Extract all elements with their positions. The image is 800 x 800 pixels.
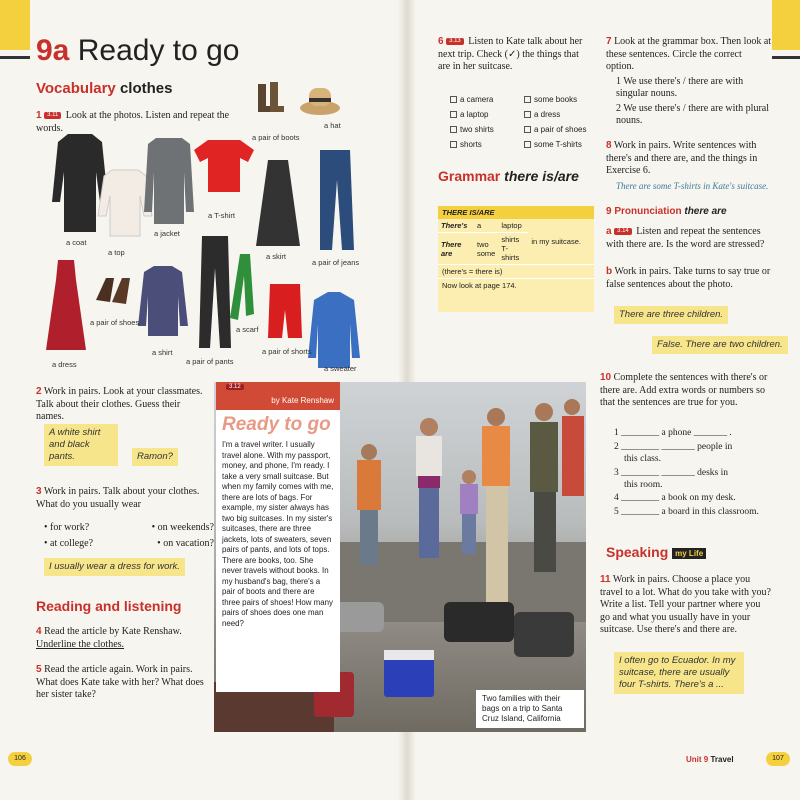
label-scarf: a scarf bbox=[236, 325, 259, 334]
ex11-text: Work in pairs. Choose a place you travel to a lot. What do you take with you? Write a list. Tell your partner where you go and what you usually have in your suitcase. Use there's and there are. bbox=[600, 574, 771, 635]
checklist bbox=[450, 92, 600, 152]
label-skirt: a skirt bbox=[266, 252, 287, 261]
top-rule-right bbox=[772, 56, 800, 59]
label-jacket: a jacket bbox=[154, 229, 180, 238]
corner-tab-left bbox=[0, 0, 30, 50]
ex7-item: 2 We use there's / there are with plural nouns. bbox=[616, 102, 769, 126]
checkbox[interactable] bbox=[524, 96, 531, 103]
checkbox[interactable] bbox=[450, 111, 457, 118]
checkbox-item[interactable]: a pair of shoes bbox=[524, 122, 586, 137]
label-coat: a coat bbox=[66, 238, 87, 247]
ex5-number: 5 bbox=[36, 664, 42, 675]
exercise-3 bbox=[36, 486, 206, 511]
checkbox-item[interactable]: a dress bbox=[524, 107, 586, 122]
ex7-text: Look at the grammar box. Then look at these sentences. Circle the correct option. bbox=[606, 36, 772, 72]
grammar-box-label: THERE IS/ARE bbox=[438, 206, 594, 219]
article-byline: by Kate Renshaw bbox=[271, 396, 334, 405]
checkbox[interactable] bbox=[524, 141, 531, 148]
label-sweater: a sweater bbox=[324, 364, 357, 373]
tshirt-image bbox=[194, 140, 254, 192]
ex7-item: 1 We use there's / there are with singular nouns. bbox=[616, 75, 744, 99]
mylife-badge: my Life bbox=[672, 548, 706, 559]
ex10-number: 10 bbox=[600, 372, 612, 383]
grammar-box bbox=[438, 206, 594, 312]
hat-image bbox=[300, 88, 340, 115]
label-shorts: a pair of shorts bbox=[262, 347, 312, 356]
ex10-lines bbox=[614, 428, 784, 519]
exercise-5 bbox=[36, 664, 206, 702]
grammar-lookup: Now look at page 174. bbox=[442, 281, 517, 290]
ex3-bullets bbox=[44, 522, 214, 550]
ex8-number: 8 bbox=[606, 140, 612, 151]
ex7-number: 7 bbox=[606, 36, 612, 47]
exercise-2 bbox=[36, 386, 206, 424]
label-pants: a pair of pants bbox=[186, 357, 234, 366]
pants-image bbox=[199, 236, 231, 348]
coat-image bbox=[52, 134, 108, 232]
label-tshirt: a T-shirt bbox=[208, 211, 235, 220]
fill-line[interactable]: 1 ________ a phone _______ . bbox=[614, 428, 732, 438]
bullet-item: • on weekends? bbox=[151, 522, 214, 533]
ex3-text: Work in pairs. Talk about your clothes. What do you usually wear bbox=[36, 486, 200, 510]
article-header bbox=[216, 382, 340, 410]
checkbox-item[interactable]: some T-shirts bbox=[524, 137, 586, 152]
checkbox[interactable] bbox=[450, 96, 457, 103]
label-shoes: a pair of shoes bbox=[90, 318, 140, 327]
exercise-10 bbox=[600, 372, 772, 410]
label-hat: a hat bbox=[324, 121, 341, 130]
exercise-9b: b Work in pairs. Take turns to say true or false sentences about the photo. bbox=[606, 266, 771, 290]
skirt-image bbox=[256, 160, 300, 246]
ex10-text: Complete the sentences with there's or there are. Add extra words or numbers so that the sentences are true for you. bbox=[600, 372, 768, 408]
footer-unit: Unit 9 Travel bbox=[686, 755, 734, 764]
exercise-9a: a 3.14 Listen and repeat the sentences with there are. Is the word are stressed? bbox=[606, 226, 765, 250]
checkbox-item[interactable]: two shirts bbox=[450, 122, 524, 137]
ex4-number: 4 bbox=[36, 626, 42, 637]
vocab-heading-red: Vocabulary bbox=[36, 80, 116, 97]
label-dress: a dress bbox=[52, 360, 77, 369]
ex6-number: 6 bbox=[438, 36, 444, 47]
top-image bbox=[98, 170, 152, 236]
vocab-heading-black: clothes bbox=[119, 80, 173, 97]
reading-heading: Reading and listening bbox=[36, 598, 182, 614]
lesson-number: 9a bbox=[36, 34, 70, 67]
article-title: Ready to go bbox=[222, 414, 331, 435]
photo-caption: Two families with their bags on a trip to Santa Cruz Island, California bbox=[476, 690, 584, 728]
ex2-text: Work in pairs. Look at your classmates. Talk about their clothes. Guess their names. bbox=[36, 386, 203, 422]
ex5-text: Read the article again. Work in pairs. What does Kate take with her? What does her sister take? bbox=[36, 664, 204, 700]
ex4-underline: Underline the clothes. bbox=[36, 638, 125, 650]
scarf-image bbox=[230, 254, 254, 320]
speech-bubble-ex3: I usually wear a dress for work. bbox=[44, 558, 185, 576]
fill-line[interactable]: 3 ________ _______ desks in this room. bbox=[614, 467, 728, 490]
checkbox[interactable] bbox=[524, 126, 531, 133]
grammar-table: There's a laptop in my suitcase. There are two some shirts T-shirts bbox=[438, 219, 594, 265]
shoes-image bbox=[96, 278, 130, 304]
jacket-image bbox=[144, 138, 194, 224]
exercise-4 bbox=[36, 626, 206, 651]
article-body: I'm a travel writer. I usually travel alone. With my passport, money, and phone, I'm ready. I take a very small suitcase. But when my family comes with me, there are lots of bags. For example, my sister always has two big suitcases. In my sister's suitcases, there are three jackets, lots of sweaters, seven pairs of pants, and lots of tops. There are books, too. She never travels without books. In my husband's bag, there's a pair of boots and there are three pairs of shoes! How many pairs of shoes does one man need? bbox=[222, 440, 334, 628]
ex3-number: 3 bbox=[36, 486, 42, 497]
corner-tab-right bbox=[772, 0, 800, 50]
shorts-image bbox=[268, 284, 302, 338]
grammar-note: (there's = there is) bbox=[438, 265, 594, 279]
ex2-number: 2 bbox=[36, 386, 42, 397]
label-shirt: a shirt bbox=[152, 348, 173, 357]
ex1-number: 1 bbox=[36, 110, 42, 121]
cooler-image bbox=[384, 657, 434, 697]
lesson-title bbox=[36, 34, 240, 68]
fill-line[interactable]: 5 ________ a board in this classroom. bbox=[614, 507, 759, 518]
checkbox-item[interactable]: a laptop bbox=[450, 107, 524, 122]
bullet-item: • at college? bbox=[44, 537, 94, 549]
ex4-text: Read the article by Kate Renshaw. bbox=[44, 626, 182, 637]
exercise-9-heading: 9 Pronunciation there are bbox=[606, 206, 727, 217]
checkbox[interactable] bbox=[450, 126, 457, 133]
exercise-8 bbox=[606, 140, 772, 192]
page-number-right: 107 bbox=[766, 752, 790, 766]
speaking-heading: Speaking my Life bbox=[606, 544, 706, 560]
audio-icon[interactable]: 3.11 bbox=[44, 112, 61, 120]
jeans-image bbox=[320, 150, 354, 250]
boots-image bbox=[258, 82, 284, 112]
audio-icon[interactable]: 3.12 bbox=[226, 384, 244, 390]
label-boots: a pair of boots bbox=[252, 133, 300, 142]
grammar-heading: Grammar there is/are bbox=[438, 168, 579, 184]
bullet-item: • for work? bbox=[44, 522, 90, 533]
ex1-text: Look at the photos. Listen and repeat the words. bbox=[36, 110, 230, 134]
speech-bubble-ex9-b: False. There are two children. bbox=[652, 336, 788, 354]
checkbox-item[interactable]: a camera bbox=[450, 92, 524, 107]
bullet-item: • on vacation? bbox=[157, 537, 214, 549]
audio-icon[interactable]: 3.13 bbox=[446, 38, 464, 46]
label-jeans: a pair of jeans bbox=[312, 258, 360, 267]
lesson-heading: Ready to go bbox=[77, 34, 240, 67]
exercise-11 bbox=[600, 574, 772, 637]
clothing-images bbox=[30, 70, 360, 370]
ex6-text: Listen to Kate talk about her next trip. Check (✓) the things that are in her suitcase. bbox=[438, 36, 583, 72]
audio-icon[interactable]: 3.14 bbox=[614, 228, 632, 236]
speech-bubble-ex2-b: Ramon? bbox=[132, 448, 178, 466]
checkbox[interactable] bbox=[524, 111, 531, 118]
speech-bubble-ex2-a: A white shirt and black pants. bbox=[44, 424, 118, 466]
sweater-image bbox=[308, 292, 360, 368]
speech-bubble-ex11: I often go to Ecuador. In my suitcase, there are usually four T-shirts. There's a ... bbox=[614, 652, 744, 694]
page-number-left: 106 bbox=[8, 752, 32, 766]
exercise-6 bbox=[438, 36, 590, 74]
shirt-image bbox=[138, 266, 188, 336]
ex11-number: 11 bbox=[600, 574, 611, 585]
speech-bubble-ex9-a: There are three children. bbox=[614, 306, 728, 324]
label-top: a top bbox=[108, 248, 125, 257]
ex8-example: There are some T-shirts in Kate's suitcase. bbox=[616, 180, 769, 191]
checkbox-item[interactable]: shorts bbox=[450, 137, 524, 152]
ex8-text: Work in pairs. Write sentences with there's and there are, and the things in Exercise 6. bbox=[606, 140, 758, 176]
top-rule-left bbox=[0, 56, 30, 59]
fill-line[interactable]: 4 ________ a book on my desk. bbox=[614, 493, 736, 504]
exercise-7 bbox=[606, 36, 772, 128]
fill-line[interactable]: 2 ________ _______ people in this class. bbox=[614, 441, 733, 464]
checkbox[interactable] bbox=[450, 141, 457, 148]
dress-image bbox=[46, 260, 86, 350]
checkbox-item[interactable]: some books bbox=[524, 92, 586, 107]
article-box bbox=[216, 382, 340, 692]
